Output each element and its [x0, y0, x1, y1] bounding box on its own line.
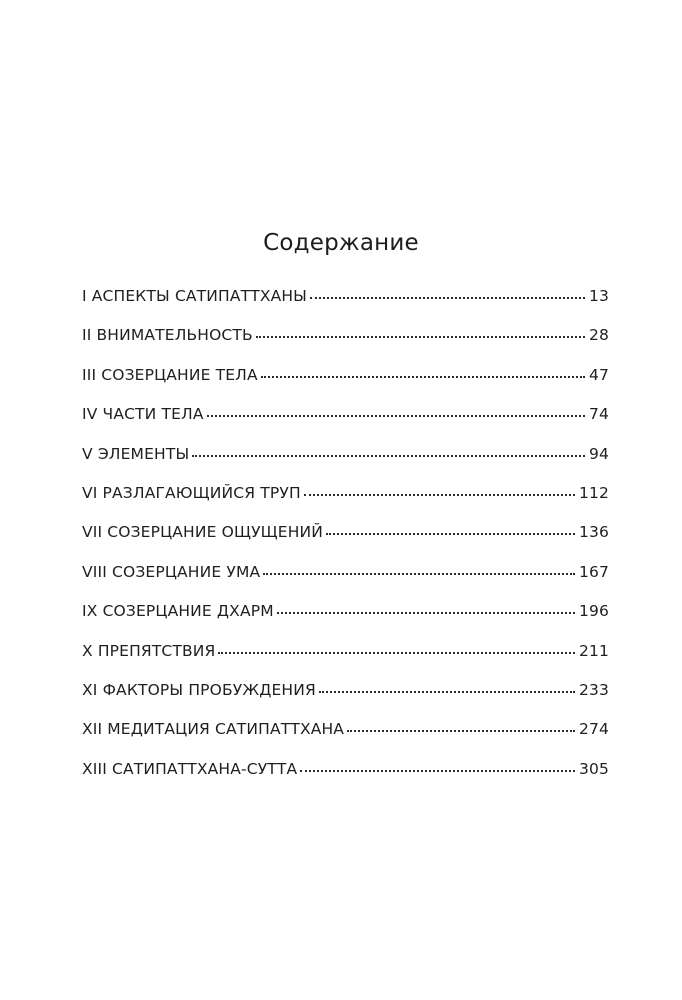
toc-dot-leader: [277, 611, 575, 614]
toc-entry: [82, 366, 609, 405]
toc-entry-page: 305: [578, 759, 609, 778]
toc-entry-label: III СОЗЕРЦАНИЕ ТЕЛА: [82, 365, 258, 384]
toc-entry-label: VIII СОЗЕРЦАНИЕ УМА: [82, 562, 261, 581]
toc-entry-label: XII МЕДИТАЦИЯ САТИПАТТХАНА: [82, 720, 345, 739]
toc-entry: [82, 681, 609, 720]
toc-entry: [82, 484, 609, 523]
toc-entry-label: VI РАЗЛАГАЮЩИЙСЯ ТРУП: [82, 483, 301, 502]
toc-entry: [82, 642, 609, 681]
toc-entry: [82, 287, 609, 326]
toc-dot-leader: [207, 414, 585, 417]
toc-entry: [82, 326, 609, 365]
toc-dot-leader: [263, 572, 575, 575]
toc-entry-page: 167: [578, 562, 609, 581]
toc-entry-page: 274: [578, 720, 609, 739]
toc-dot-leader: [326, 532, 575, 535]
toc-entry: [82, 760, 609, 799]
toc-entry-label: V ЭЛЕМЕНТЫ: [82, 444, 190, 463]
toc-entry-page: 233: [578, 680, 609, 699]
toc-dot-leader: [319, 690, 575, 693]
toc-entry-page: 211: [578, 641, 609, 660]
toc-entry-page: 136: [578, 523, 609, 542]
toc-entry-label: I АСПЕКТЫ САТИПАТТХАНЫ: [82, 287, 307, 305]
toc-entry-page: 13: [588, 287, 609, 305]
toc-entry: [82, 445, 609, 484]
toc-title: Содержание: [263, 230, 419, 256]
toc-entry-page: 94: [588, 444, 609, 463]
toc-entry-label: II ВНИМАТЕЛЬНОСТЬ: [82, 326, 253, 345]
toc-dot-leader: [310, 296, 585, 299]
toc-entry-page: 28: [588, 326, 609, 345]
toc-entry: [82, 720, 609, 759]
toc-dot-leader: [192, 454, 585, 457]
toc-dot-leader: [256, 335, 585, 338]
toc-entry-label: XIII САТИПАТТХАНА-СУТТА: [82, 759, 298, 778]
toc-entry-label: X ПРЕПЯТСТВИЯ: [82, 641, 216, 660]
toc-entry-page: 47: [588, 365, 609, 384]
toc-entry-page: 74: [588, 405, 609, 424]
toc-dot-leader: [261, 375, 585, 378]
toc-dot-leader: [304, 493, 575, 496]
toc-entry: [82, 523, 609, 562]
toc-dot-leader: [300, 769, 575, 772]
toc-entry-label: XI ФАКТОРЫ ПРОБУЖДЕНИЯ: [82, 680, 316, 699]
toc-entry-label: IX СОЗЕРЦАНИЕ ДХАРМ: [82, 602, 274, 621]
toc-entry-label: IV ЧАСТИ ТЕЛА: [82, 405, 204, 424]
toc-entry: [82, 602, 609, 641]
toc-entry-label: VII СОЗЕРЦАНИЕ ОЩУЩЕНИЙ: [82, 523, 324, 542]
toc-entry-page: 112: [578, 483, 609, 502]
toc-entry-page: 196: [578, 602, 609, 621]
toc-dot-leader: [218, 651, 574, 654]
toc-entry: [82, 563, 609, 602]
toc-list: [82, 287, 609, 799]
toc-dot-leader: [347, 729, 575, 732]
toc-entry: [82, 405, 609, 444]
